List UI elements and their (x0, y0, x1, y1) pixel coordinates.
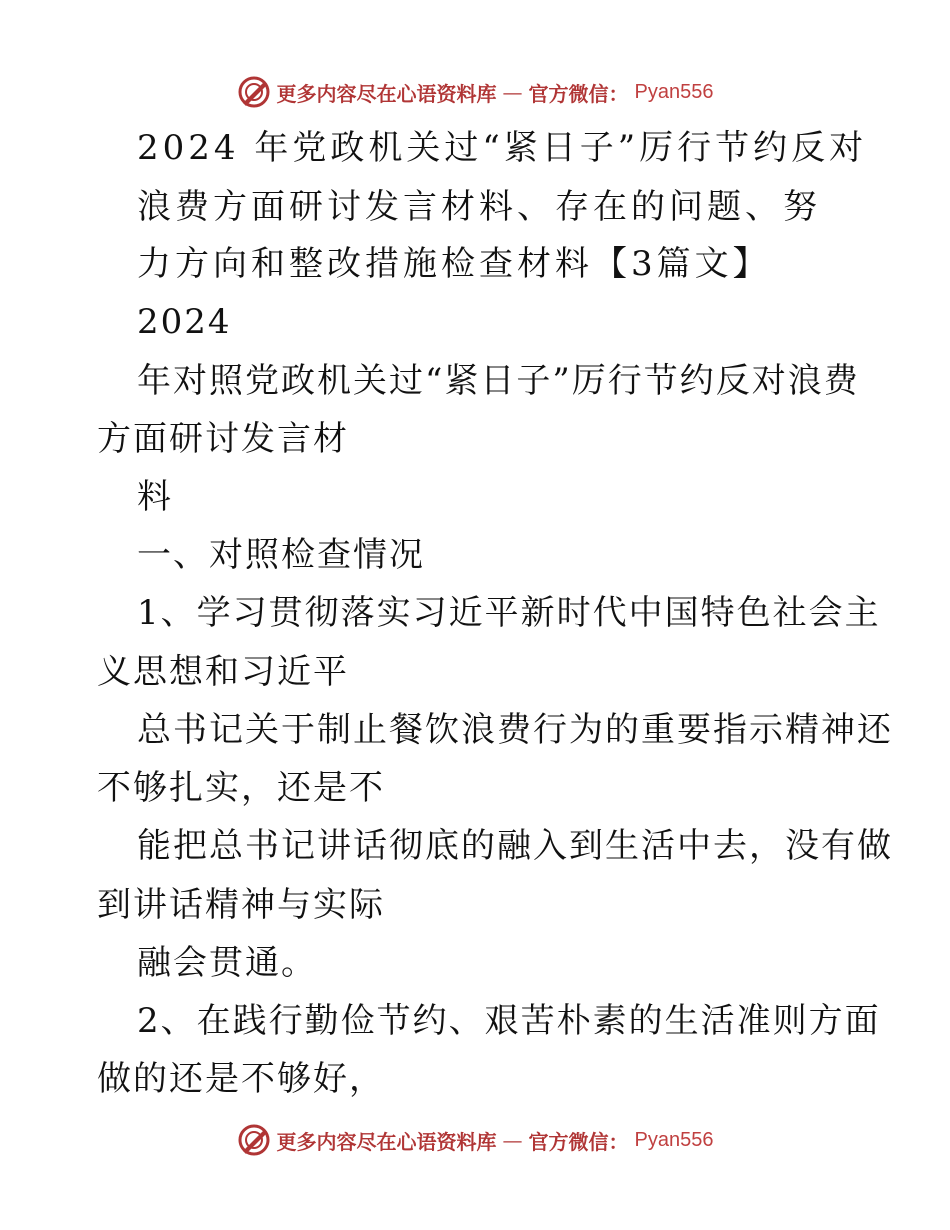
body-paragraph-line: 总书记关于制止餐饮浪费行为的重要指示精神还 (137, 710, 893, 750)
body-paragraph-line: 做的还是不够好， (97, 1059, 385, 1099)
footer-watermark (0, 1120, 950, 1160)
document-title-line-2: 浪费方面研讨发言材料、存在的问题、努 (137, 187, 821, 227)
section-title-line-1: 2024 (137, 302, 232, 342)
watermark-wechat-label: 官方微信： (528, 1129, 629, 1154)
pen-logo-icon (237, 75, 271, 109)
body-paragraph-line: 1、学习贯彻落实习近平新时代中国特色社会主 (137, 593, 881, 633)
watermark-wechat-id: Pyan556 (634, 80, 714, 103)
watermark-dash: — (502, 1128, 523, 1152)
body-paragraph-line: 2、在践行勤俭节约、艰苦朴素的生活准则方面 (137, 1001, 881, 1041)
document-title-line-1: 2024 年党政机关过“紧日子”厉行节约反对 (137, 128, 868, 168)
watermark-dash: — (502, 80, 523, 104)
section-title-line-4: 料 (137, 477, 173, 517)
watermark-text: 更多内容尽在心语资料库 (276, 81, 497, 106)
body-paragraph-line: 义思想和习近平 (97, 652, 349, 692)
pen-logo-icon (237, 1123, 271, 1157)
document-title-line-3: 力方向和整改措施检查材料【3篇文】 (137, 244, 771, 284)
watermark-wechat-label: 官方微信： (528, 81, 629, 106)
section-title-line-2: 年对照党政机关过“紧日子”厉行节约反对浪费 (137, 361, 860, 401)
heading-comparison-check: 一、对照检查情况 (137, 535, 425, 575)
body-paragraph-line: 融会贯通。 (137, 943, 317, 983)
header-watermark (0, 72, 950, 112)
watermark-wechat-id: Pyan556 (634, 1128, 714, 1151)
body-paragraph-line: 能把总书记讲话彻底的融入到生活中去，没有做 (137, 826, 893, 866)
body-paragraph-line: 到讲话精神与实际 (97, 885, 385, 925)
watermark-text: 更多内容尽在心语资料库 (276, 1129, 497, 1154)
body-paragraph-line: 不够扎实，还是不 (97, 768, 385, 808)
section-title-line-3: 方面研讨发言材 (97, 419, 349, 459)
